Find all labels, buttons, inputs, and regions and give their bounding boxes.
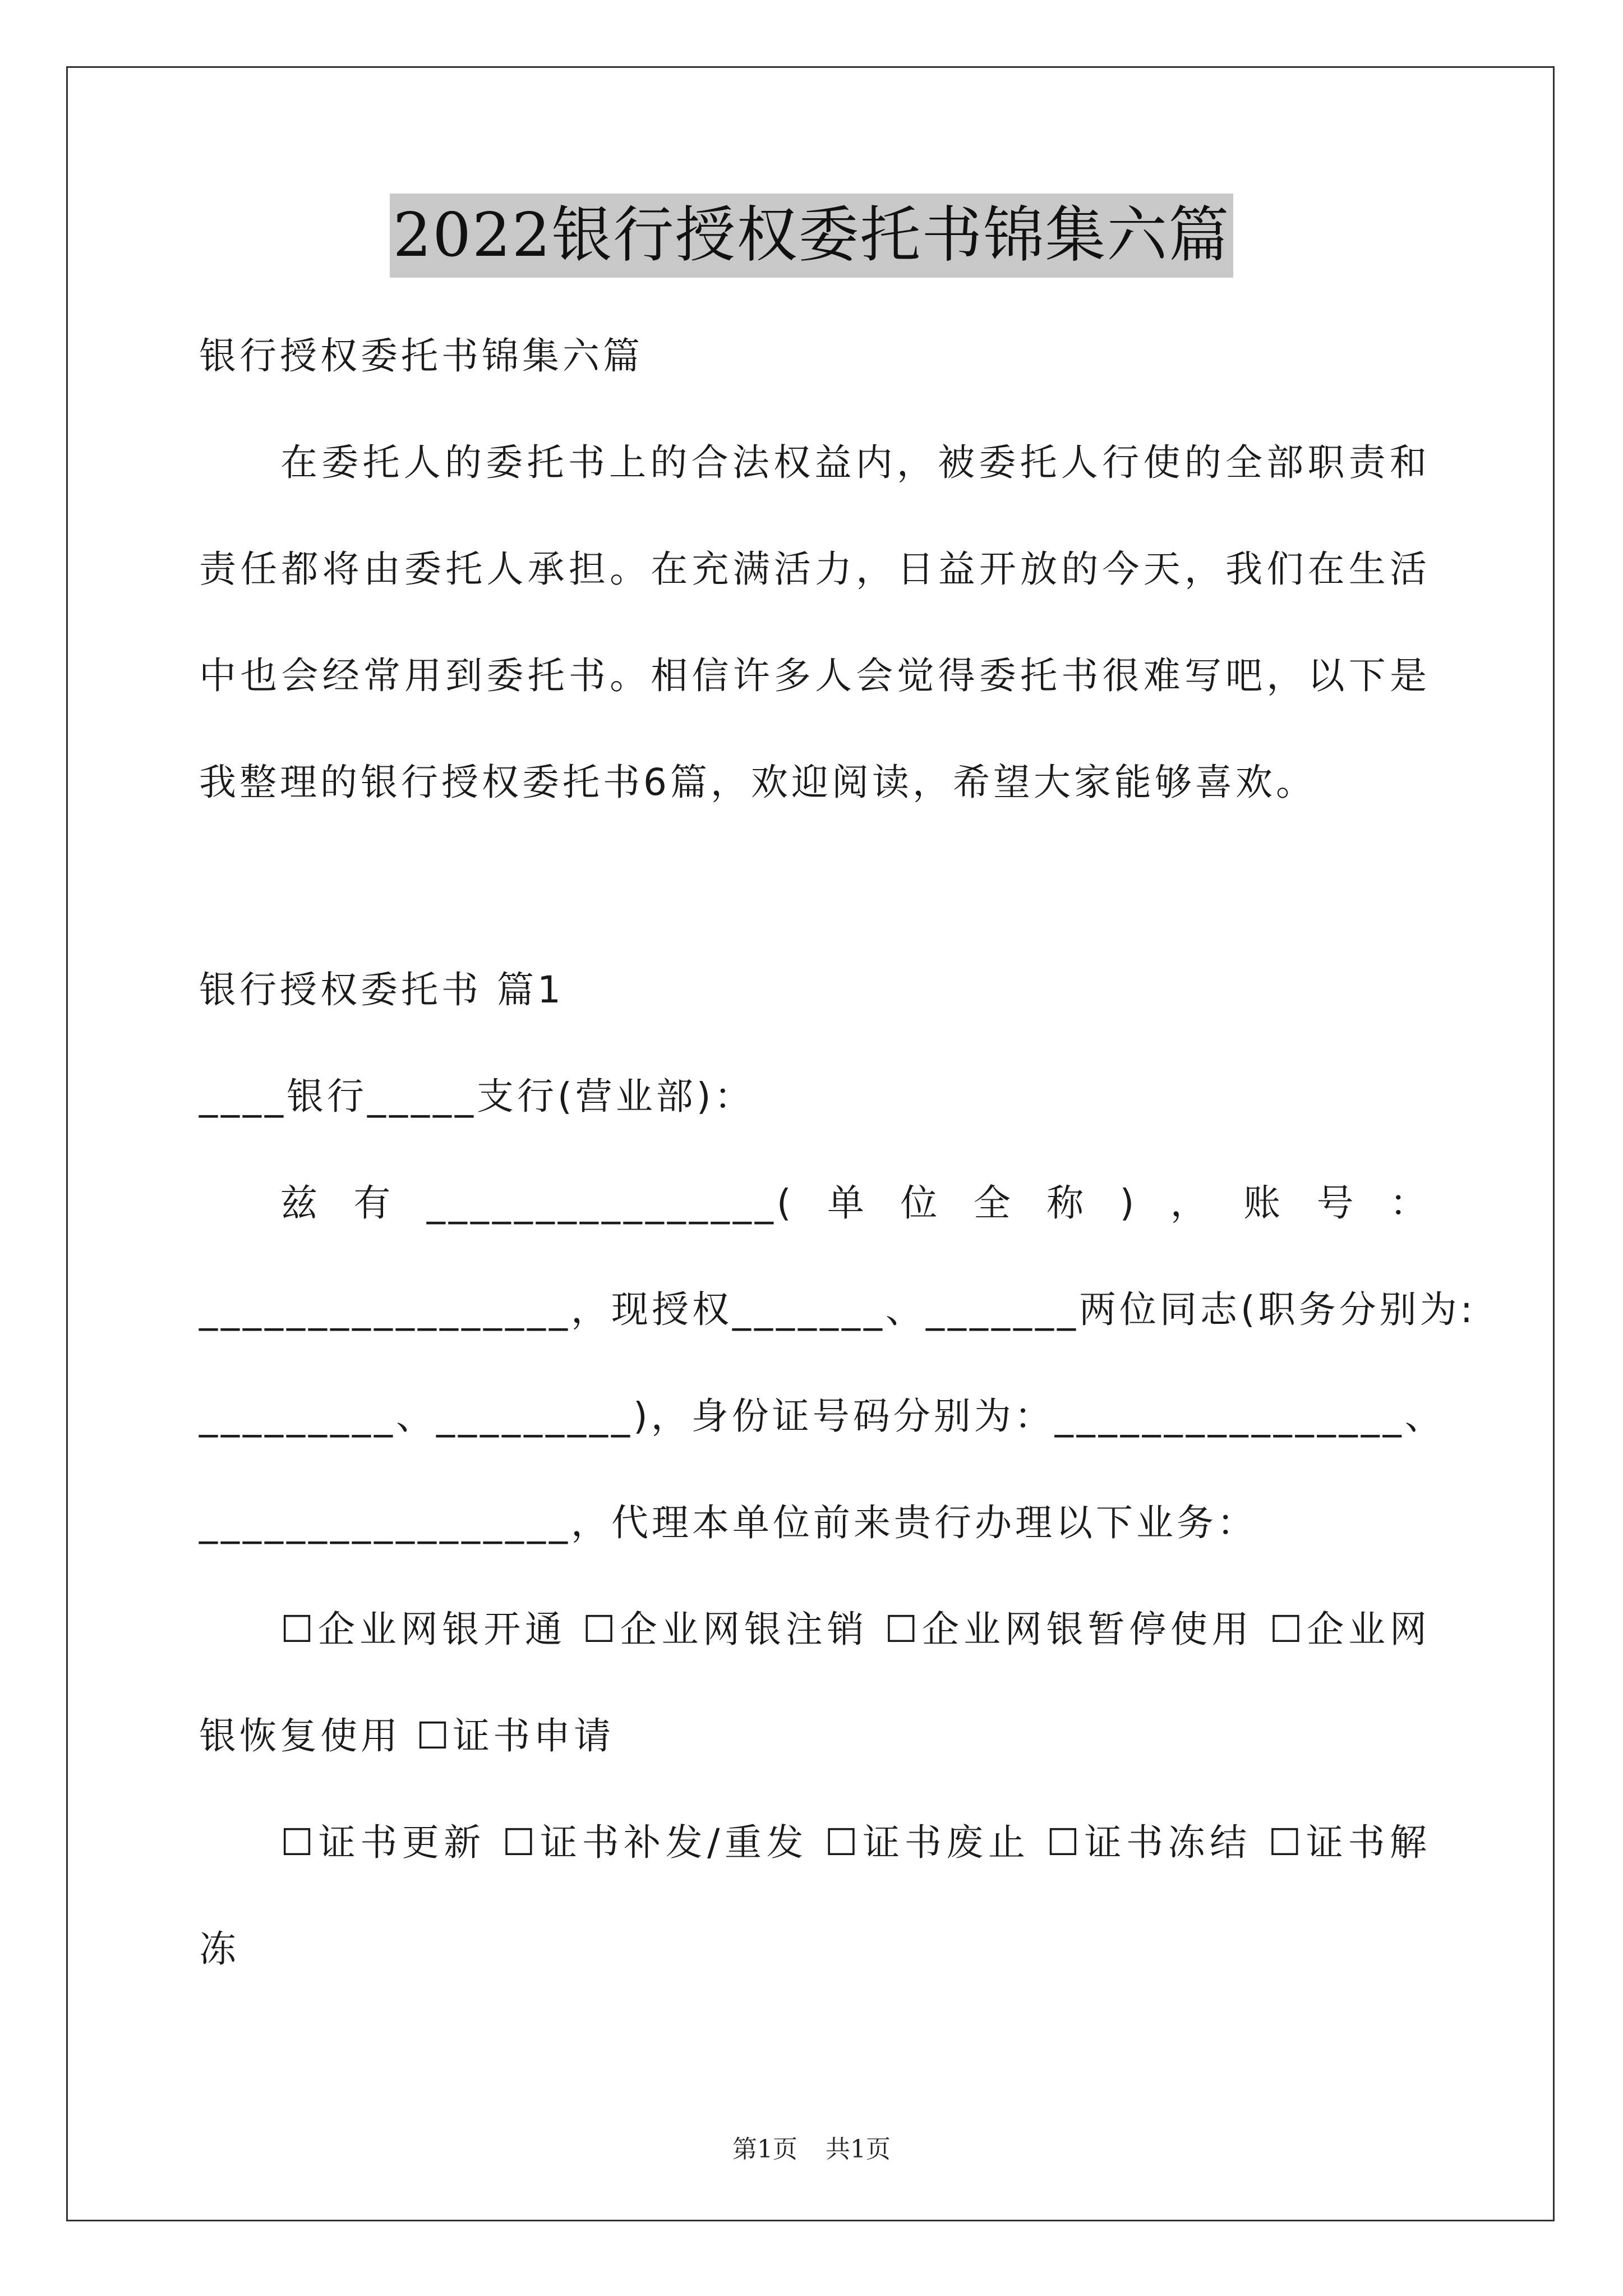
title-wrap [0,194,1623,278]
page-border [66,66,1555,2221]
checkbox-line: ☐证书更新 ☐证书补发/重发 ☐证书废止 ☐证书冻结 ☐证书解 [280,1821,1430,1864]
form-line: _________________，代理本单位前来贵行办理以下业务： [199,1501,1257,1544]
page-total: 共1页 [826,2135,891,2164]
checkbox-line: 银恢复使用 ☐证书申请 [199,1714,615,1757]
section-heading: 银行授权委托书 篇1 [199,968,564,1011]
checkbox-line: ☐企业网银开通 ☐企业网银注销 ☐企业网银暂停使用 ☐企业网 [280,1608,1430,1651]
page-footer [0,2129,1623,2165]
paragraph-line: 我整理的银行授权委托书6篇，欢迎阅读，希望大家能够喜欢。 [199,761,1316,804]
paragraph-line: 责任都将由委托人承担。在充满活力，日益开放的今天，我们在生活 [199,547,1430,591]
document-title: 2022银行授权委托书锦集六篇 [390,194,1234,278]
form-line: _________、_________)，身份证号码分别为：________________、 [199,1395,1445,1438]
subtitle-line: 银行授权委托书锦集六篇 [199,334,643,378]
checkbox-line: 冻 [199,1927,239,1971]
paragraph-line: 中也会经常用到委托书。相信许多人会觉得委托书很难写吧，以下是 [199,654,1430,697]
form-line: 兹有________________(单位全称)，账号： [280,1181,1430,1225]
form-line: _________________，现授权_______、_______两位同志(职务分别为: [199,1288,1476,1331]
paragraph-line: 在委托人的委托书上的合法权益内，被委托人行使的全部职责和 [280,441,1430,484]
addressee-line: ____银行_____支行(营业部)： [199,1075,755,1118]
page-number: 第1页 [732,2135,797,2164]
